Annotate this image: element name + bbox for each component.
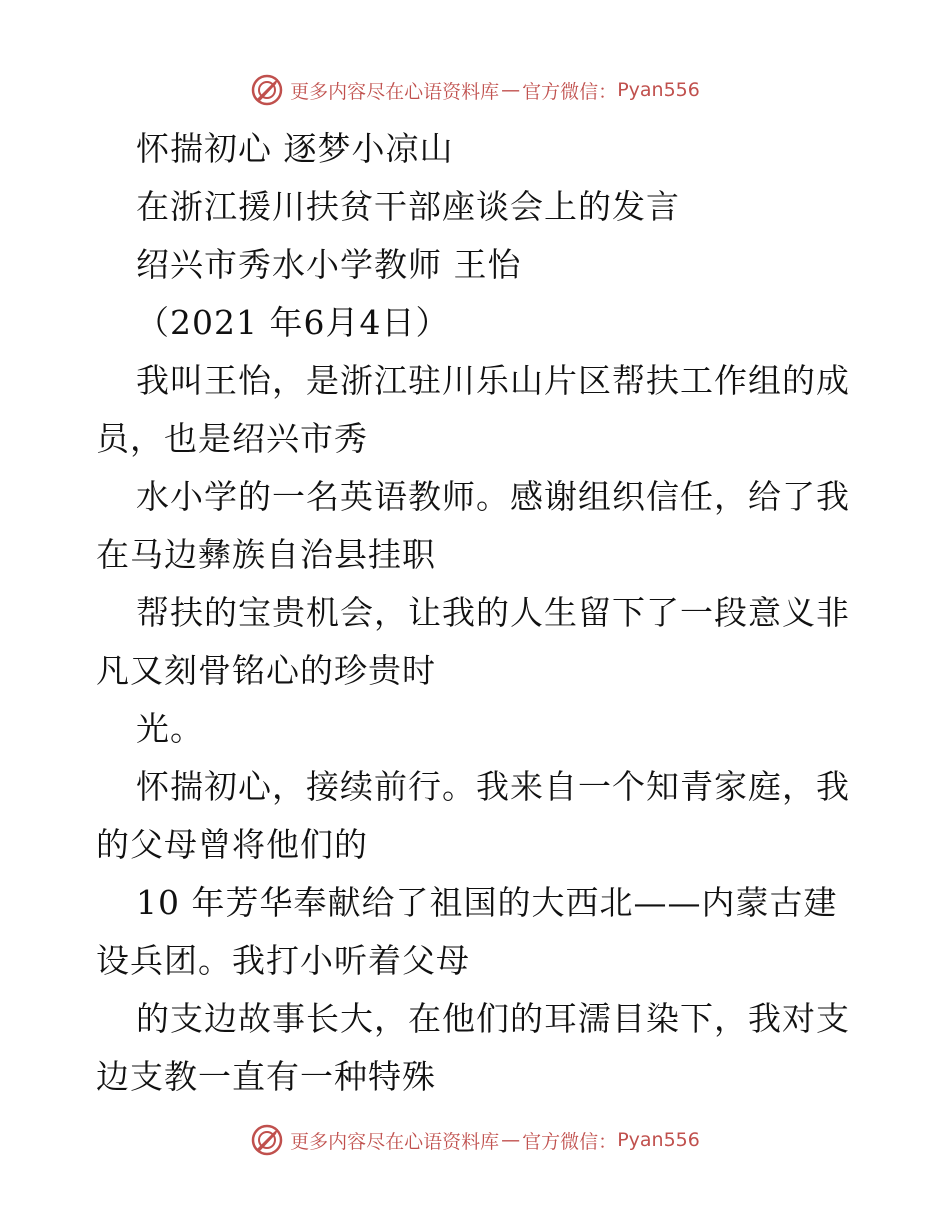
banner-account: Pyan556 — [617, 1129, 700, 1151]
banner-account: Pyan556 — [617, 79, 700, 101]
document-author: 绍兴市秀水小学教师 王怡 — [136, 245, 522, 284]
footer-banner — [0, 1120, 950, 1160]
banner-brand: 更多内容尽在心语资料库 — [290, 1130, 500, 1153]
header-banner — [0, 70, 950, 110]
logo-icon — [250, 1123, 284, 1157]
banner-dash: — — [501, 1129, 521, 1151]
paragraph-line: 员，也是绍兴市秀 — [96, 419, 368, 458]
document-subtitle: 在浙江援川扶贫干部座谈会上的发言 — [136, 187, 680, 226]
paragraph-line: 我叫王怡，是浙江驻川乐山片区帮扶工作组的成 — [136, 361, 850, 400]
paragraph-line: 光。 — [136, 709, 204, 748]
paragraph-line: 在马边彝族自治县挂职 — [96, 535, 436, 574]
banner-official: 官方微信： — [522, 80, 618, 103]
paragraph-line: 水小学的一名英语教师。感谢组织信任，给了我 — [136, 477, 850, 516]
document-title: 怀揣初心 逐梦小凉山 — [136, 129, 454, 168]
paragraph-line: 的支边故事长大，在他们的耳濡目染下，我对支 — [136, 999, 850, 1038]
banner-dash: — — [501, 79, 521, 101]
document-body — [96, 120, 856, 1106]
paragraph-line: 怀揣初心，接续前行。我来自一个知青家庭，我 — [136, 767, 850, 806]
paragraph-line: 的父母曾将他们的 — [96, 825, 368, 864]
banner-brand: 更多内容尽在心语资料库 — [290, 80, 500, 103]
banner-official: 官方微信： — [522, 1130, 618, 1153]
paragraph-line: 凡又刻骨铭心的珍贵时 — [96, 651, 436, 690]
logo-icon — [250, 73, 284, 107]
paragraph-line: 10 年芳华奉献给了祖国的大西北——内蒙古建 — [136, 883, 838, 922]
document-date: （2021 年6月4日） — [136, 303, 450, 342]
paragraph-line: 设兵团。我打小听着父母 — [96, 941, 470, 980]
paragraph-line: 帮扶的宝贵机会，让我的人生留下了一段意义非 — [136, 593, 850, 632]
paragraph-line: 边支教一直有一种特殊 — [96, 1057, 436, 1096]
